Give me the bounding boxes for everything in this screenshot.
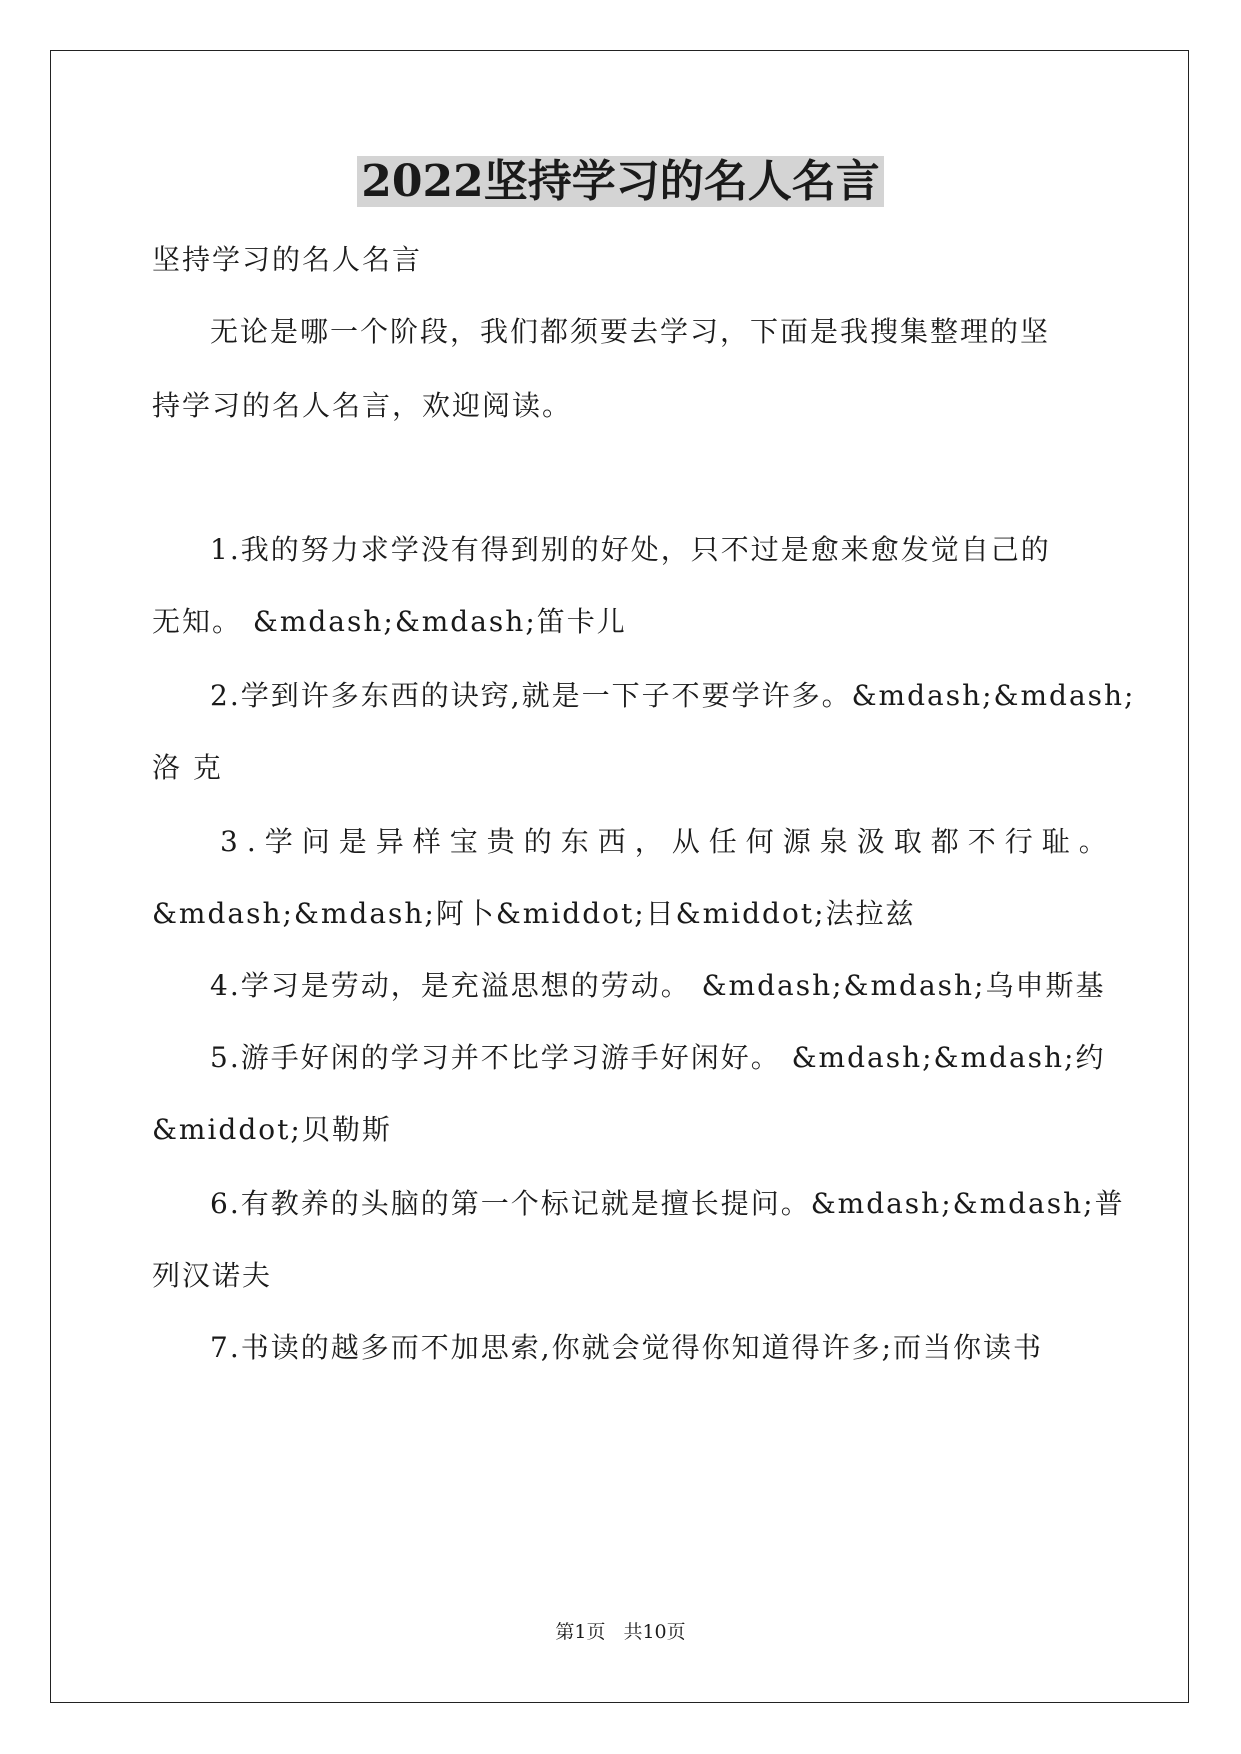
subtitle-line: 坚持学习的名人名言: [152, 243, 423, 276]
page-footer: [0, 1618, 1241, 1646]
quote-6-line-2: 列汉诺夫: [152, 1259, 273, 1292]
page-total: 共10页: [623, 1621, 686, 1643]
document-title-text: 2022坚持学习的名人名言: [357, 156, 883, 207]
quote-2-line-2: 洛 克: [152, 751, 223, 784]
page-number: 第1页: [555, 1621, 606, 1643]
quote-7-line-1: 7.书读的越多而不加思索,你就会觉得你知道得许多;而当你读书: [210, 1331, 1044, 1364]
intro-line-1: 无论是哪一个阶段，我们都须要去学习，下面是我搜集整理的坚: [210, 315, 1051, 348]
quote-5-line-1: 5.游手好闲的学习并不比学习游手好闲好。 &mdash;&mdash;约: [210, 1041, 1106, 1074]
quote-5-line-2: &middot;贝勒斯: [152, 1113, 392, 1146]
page-frame: [50, 50, 1189, 1703]
quote-4-line: 4.学习是劳动，是充溢思想的劳动。 &mdash;&mdash;乌申斯基: [210, 969, 1106, 1002]
quote-6-line-1: 6.有教养的头脑的第一个标记就是擅长提问。&mdash;&mdash;普: [210, 1187, 1125, 1220]
quote-1-line-1: 1.我的努力求学没有得到别的好处，只不过是愈来愈发觉自己的: [210, 533, 1051, 566]
quote-3-line-2: &mdash;&mdash;阿卜&middot;日&middot;法拉兹: [152, 897, 916, 930]
document-title: [0, 152, 1241, 212]
quote-1-line-2: 无知。 &mdash;&mdash;笛卡儿: [152, 605, 627, 638]
quote-3-line-1: 3.学问是异样宝贵的东西，从任何源泉汲取都不行耻。: [220, 825, 1116, 858]
quote-2-line-1: 2.学到许多东西的诀窍,就是一下子不要学许多。&mdash;&mdash;: [210, 679, 1136, 712]
intro-line-2: 持学习的名人名言，欢迎阅读。: [152, 389, 573, 422]
